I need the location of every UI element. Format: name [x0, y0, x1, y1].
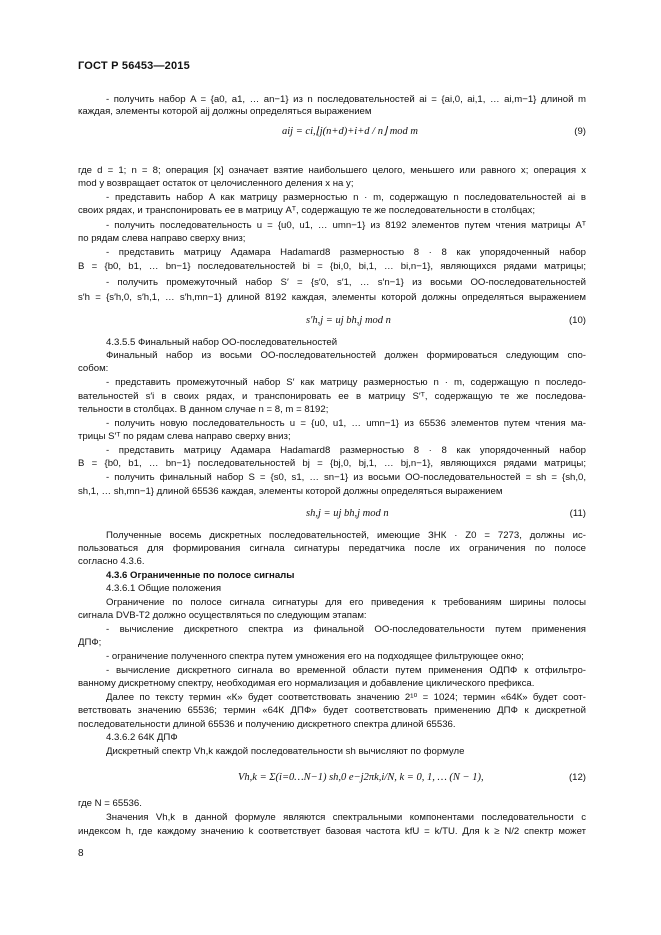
text-line: - получить новую последовательность u = {u0, u1, … umn−1} из 65536 элементов путем чтения ма-	[106, 418, 586, 429]
text-line: Полученные восемь дискретных последовательностей, имеющие ЗНК · Z0 = 7273, должны ис-	[106, 530, 586, 541]
subsection-heading: 4.3.6.2 64К ДПФ	[106, 732, 178, 743]
equation-11: sh,j = uj bh,j mod n	[306, 508, 389, 519]
text-line: Значения Vh,k в данной формуле являются спектральными компонентами последовательности с	[106, 812, 586, 823]
text-line: Ограничение по полосе сигнала сигнатуры для его приведения к требованиям ширины полосы	[106, 597, 586, 608]
page-number: 8	[78, 848, 84, 859]
equation-10: s′h,j = uj bh,j mod n	[306, 315, 391, 326]
text-line: трицы S′ᵀ по рядам слева направо сверху вниз;	[78, 431, 291, 442]
text-line: вательностей s′i в своих рядах, и транспонировать ее в матрицу S′ᵀ, содержащую те же последова-	[78, 391, 586, 402]
text-line: - получить промежуточный набор S′ = {s′0, s′1, … s′n−1} из восьми ОО-последовательностей	[106, 277, 586, 288]
text-line: - представить матрицу Адамара Hadamard8 размерностью 8 · 8 как упорядоченный набор	[106, 445, 586, 456]
text-line: - получить финальный набор S = {s0, s1, … sn−1} из восьми ОО-последовательностей = sh = {sh,0,	[106, 472, 586, 483]
text-line: где N = 65536.	[78, 798, 142, 809]
text-line: своих рядах, и транспонировать ее в матрицу Aᵀ, содержащую те же последовательности в столбцах;	[78, 205, 536, 216]
text-line: mod y возвращает остаток от целочисленного деления x на y;	[78, 178, 354, 189]
text-line: по рядам слева направо сверху вниз;	[78, 233, 246, 244]
equation-number: (10)	[568, 315, 586, 326]
text-line: ветствовать значению 65536; термин «64К ДПФ» будет соответствовать применению ДПФ к дискретной	[78, 705, 586, 716]
text-line: собом:	[78, 363, 109, 374]
text-line: Дискретный спектр Vh,k каждой последовательности sh вычисляют по формуле	[106, 746, 465, 757]
text-line: sh,1, … sh,mn−1} длиной 65536 каждая, элементы которой должны определяться выражением	[78, 486, 503, 497]
text-line: ванному дискретному спектру, необходимая его нормализация и добавление циклического префикса.	[78, 678, 535, 689]
text-line: последовательности длиной 65536 и получению дискретного спектра длиной 65536.	[78, 719, 456, 730]
text-line: пользоваться для формирования сигнала сигнатуры передатчика после их ограничения по полосе	[78, 543, 586, 554]
subsection-heading: 4.3.6.1 Общие положения	[106, 583, 222, 594]
text-line: B = {b0, b1, … bn−1} последовательностей bj = {bj,0, bj,1, … bj,n−1}, являющихся рядами матрицы;	[78, 458, 586, 469]
text-line: Финальный набор из восьми ОО-последовательностей должен формироваться следующим спо-	[106, 350, 586, 361]
document-header: ГОСТ Р 56453—2015	[78, 60, 190, 72]
text-line: - ограничение полученного спектра путем умножения его на подходящее фильтрующее окно;	[106, 651, 524, 662]
equation-number: (11)	[569, 508, 586, 519]
text-line: B = {b0, b1, … bn−1} последовательностей bi = {bi,0, bi,1, … bi,n−1}, являющихся рядами матрицы;	[78, 261, 586, 272]
text-line: тельности в столбцах. В данном случае n = 8, m = 8192;	[78, 404, 329, 415]
text-line: - получить последовательность u = {u0, u1, … umn−1} из 8192 элементов путем чтения матрицы Aᵀ	[106, 220, 586, 231]
equation-number: (12)	[568, 772, 586, 783]
text-line: Далее по тексту термин «К» будет соответствовать значению 2¹⁰ = 1024; термин «64К» будет соот-	[106, 692, 586, 703]
equation-number: (9)	[574, 126, 586, 137]
text-line: - представить промежуточный набор S′ как матрицу размерностью n · m, содержащую n последо-	[106, 377, 586, 388]
text-line: где d = 1; n = 8; операция [x] означает взятие наибольшего целого, меньшего или равного x; операция x	[78, 165, 586, 176]
equation-12: Vh,k = Σ(i=0…N−1) sh,0 e−j2πk,i/N, k = 0, 1, … (N − 1),	[238, 772, 484, 783]
text-line: ДПФ;	[78, 637, 102, 648]
text-line: s′h = {s′h,0, s′h,1, … s′h,mn−1} длиной 8192 каждая, элементы которой должны определяться выражением	[78, 292, 586, 303]
text-line: сигнала DVB-T2 должно осуществляться по следующим этапам:	[78, 610, 367, 621]
text-line: согласно 4.3.6.	[78, 556, 145, 567]
text-line: - представить матрицу Адамара Hadamard8 размерностью 8 · 8 как упорядоченный набор	[106, 247, 586, 258]
text-line: - получить набор A = {a0, a1, … an−1} из n последовательностей ai = {ai,0, ai,1, … ai,m−1} длиной m	[106, 94, 586, 105]
text-line: - представить набор A как матрицу размерностью n · m, содержащую n последовательностей ai в	[106, 192, 586, 203]
text-line: индексом h, где каждому значению k соответствует базовая частота kfU = k/TU. Для k ≥ N/2 спектр может	[78, 826, 586, 837]
section-heading: 4.3.5.5 Финальный набор ОО-последовательностей	[106, 337, 338, 348]
text-line: каждая, элементы которой aij должны определяться выражением	[78, 106, 372, 117]
text-line: - вычисление дискретного сигнала во временной области путем применения ОДПФ к отфильтро-	[106, 665, 586, 676]
equation-9: aij = ci,⌊j(n+d)+i+d / n⌋ mod m	[282, 126, 418, 137]
text-line: - вычисление дискретного спектра из финальной ОО-последовательности путем применения	[106, 624, 586, 635]
section-heading: 4.3.6 Ограниченные по полосе сигналы	[106, 570, 295, 581]
